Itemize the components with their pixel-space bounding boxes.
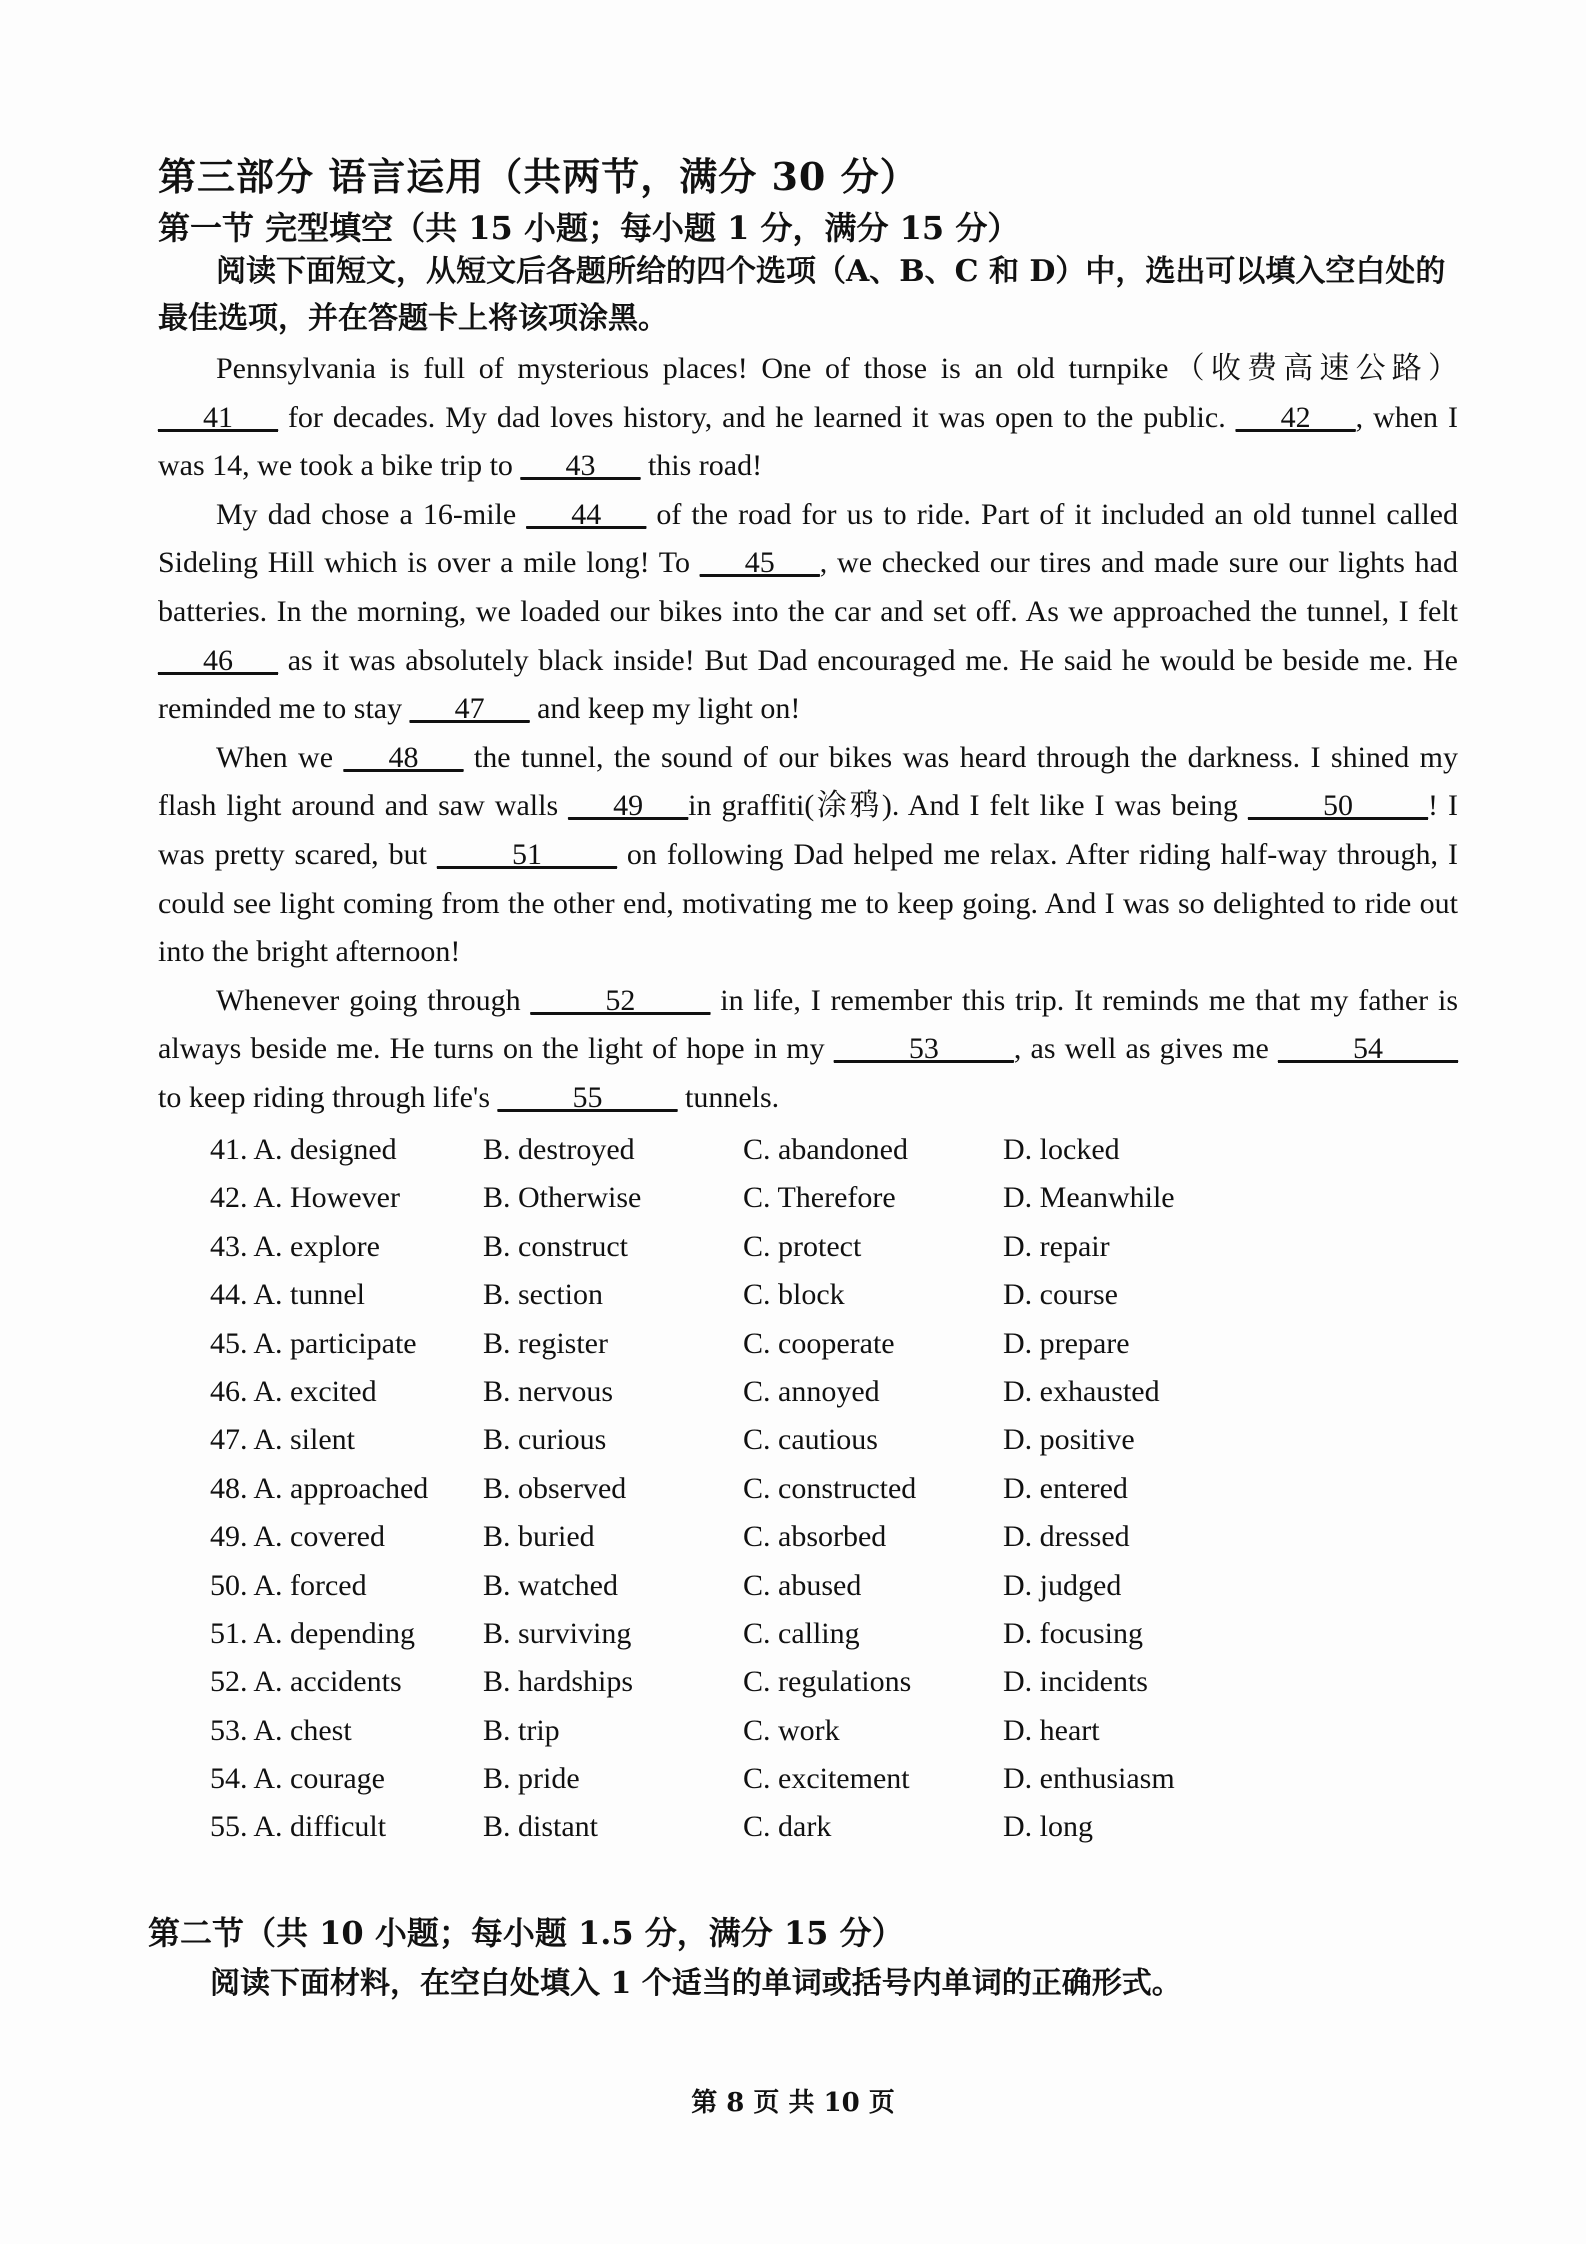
part-heading: 第三部分 语言运用（共两节，满分 30 分） — [158, 154, 919, 199]
option-b: B. pride — [483, 1762, 580, 1796]
blank-46: ___46___ — [158, 643, 278, 677]
option-c: C. work — [743, 1713, 840, 1747]
passage-text: , as well as gives me — [1013, 1032, 1278, 1066]
option-row-48 — [210, 1465, 1410, 1513]
blank-53: _____53_____ — [833, 1032, 1014, 1066]
page-number: 第 8 页 共 10 页 — [691, 2088, 895, 2118]
option-b: B. Otherwise — [483, 1181, 642, 1215]
option-row-43 — [210, 1223, 1410, 1271]
section-two-instructions: 阅读下面材料，在空白处填入 1 个适当的单词或括号内单词的正确形式。 — [210, 1966, 1182, 2001]
option-a: 52. A. accidents — [210, 1665, 402, 1699]
option-row-44 — [210, 1271, 1410, 1319]
option-d: D. locked — [1003, 1133, 1120, 1166]
blank-44: ___44___ — [526, 497, 647, 531]
option-b: B. section — [483, 1278, 603, 1312]
answer-options — [210, 1126, 1410, 1852]
option-row-47 — [210, 1416, 1410, 1464]
passage-text: of the road for us to ride. Part of it included an old tunnel called Sideling Hill which is over a mile long! To — [158, 497, 1459, 580]
passage-text: and keep my light on! — [529, 692, 801, 726]
option-c: C. protect — [743, 1229, 862, 1263]
option-d: D. Meanwhile — [1003, 1181, 1175, 1215]
option-b: B. construct — [483, 1229, 628, 1263]
option-a: 50. A. forced — [210, 1568, 367, 1602]
passage-paragraph-1 — [158, 345, 1458, 491]
blank-45: ___45___ — [699, 546, 820, 580]
option-d: D. heart — [1003, 1713, 1100, 1747]
option-row-50 — [210, 1562, 1410, 1610]
passage-text: ! I was pretty scared, but — [158, 789, 1459, 871]
option-row-45 — [210, 1320, 1410, 1368]
option-d: D. repair — [1003, 1229, 1110, 1263]
option-a: 53. A. chest — [210, 1713, 352, 1747]
option-a: 55. A. difficult — [210, 1810, 387, 1844]
option-a: 42. A. However — [210, 1181, 400, 1215]
passage-text: in graffiti(涂鸦). And I felt like I was being — [688, 789, 1248, 823]
option-row-49 — [210, 1513, 1410, 1561]
blank-43: ___43___ — [520, 449, 641, 483]
option-row-46 — [210, 1368, 1410, 1416]
blank-47: ___47___ — [409, 692, 530, 726]
option-row-55 — [210, 1803, 1410, 1851]
option-row-41 — [210, 1126, 1410, 1174]
passage-text: Pennsylvania is full of mysterious places! One of those is an old turnpike（收费高速公路） — [216, 352, 1458, 385]
passage-text: tunnels. — [677, 1080, 780, 1114]
option-c: C. absorbed — [743, 1520, 887, 1554]
section-one-heading: 第一节 完型填空（共 15 小题；每小题 1 分，满分 15 分） — [158, 209, 1020, 247]
option-d: D. focusing — [1003, 1616, 1143, 1650]
blank-42: ___42___ — [1235, 400, 1356, 434]
option-b: B. hardships — [483, 1665, 633, 1699]
passage-text: , when I was 14, we took a bike trip to — [158, 400, 1458, 483]
option-b: B. watched — [483, 1568, 618, 1602]
option-row-42 — [210, 1174, 1410, 1222]
passage-text: as it was absolutely black inside! But Dad encouraged me. He said he would be beside me. He reminded me to stay — [158, 643, 1458, 726]
option-d: D. incidents — [1003, 1665, 1148, 1699]
option-c: C. cooperate — [743, 1326, 895, 1360]
passage-text: on following Dad helped me relax. After riding half-way through, I could see light coming from the other end, motivating me to keep going. And I was so delighted to ride out into the bright afternoon! — [158, 837, 1458, 969]
option-a: 54. A. courage — [210, 1762, 385, 1796]
option-c: C. abandoned — [743, 1133, 908, 1166]
option-a: 47. A. silent — [210, 1423, 356, 1457]
option-b: B. surviving — [483, 1616, 632, 1650]
passage-text: Whenever going through — [216, 983, 531, 1017]
option-c: C. constructed — [743, 1471, 917, 1505]
option-c: C. block — [743, 1278, 845, 1312]
option-d: D. entered — [1003, 1471, 1128, 1505]
passage-text: for decades. My dad loves history, and he learned it was open to the public. — [278, 400, 1236, 434]
option-c: C. dark — [743, 1810, 832, 1844]
option-row-51 — [210, 1610, 1410, 1658]
option-a: 51. A. depending — [210, 1616, 415, 1650]
option-b: B. buried — [483, 1520, 595, 1554]
blank-48: ___48___ — [343, 740, 464, 774]
passage-text: the tunnel, the sound of our bikes was heard through the darkness. I shined my flash light around and saw walls — [158, 740, 1458, 823]
option-a: 46. A. excited — [210, 1374, 377, 1408]
option-b: B. trip — [483, 1713, 560, 1747]
passage-text: My dad chose a 16-mile — [216, 497, 527, 531]
option-c: C. excitement — [743, 1762, 910, 1796]
option-d: D. prepare — [1003, 1326, 1130, 1360]
passage-text: , we checked our tires and made sure our lights had batteries. In the morning, we loaded our bikes into the car and set off. As we approached the tunnel, I felt — [158, 546, 1458, 628]
option-a: 43. A. explore — [210, 1229, 380, 1263]
option-d: D. judged — [1003, 1568, 1122, 1602]
passage-text: this road! — [640, 449, 763, 483]
option-c: C. annoyed — [743, 1374, 880, 1408]
passage-paragraph-2 — [158, 491, 1458, 734]
option-row-52 — [210, 1658, 1410, 1706]
blank-50: _____50_____ — [1247, 789, 1428, 823]
passage-paragraph-4 — [158, 977, 1458, 1123]
option-a: 41. A. designed — [210, 1133, 397, 1166]
option-d: D. dressed — [1003, 1520, 1130, 1554]
option-d: D. long — [1003, 1810, 1093, 1844]
blank-52: _____52_____ — [530, 983, 711, 1017]
option-a: 44. A. tunnel — [210, 1278, 365, 1312]
passage-text: to keep riding through life's — [158, 1080, 498, 1114]
option-c: C. calling — [743, 1616, 860, 1650]
blank-54: _____54_____ — [1278, 1032, 1458, 1066]
option-d: D. course — [1003, 1278, 1118, 1312]
option-d: D. positive — [1003, 1423, 1135, 1457]
blank-55: _____55_____ — [497, 1080, 678, 1114]
option-b: B. destroyed — [483, 1133, 635, 1166]
option-row-54 — [210, 1755, 1410, 1803]
option-a: 49. A. covered — [210, 1520, 385, 1554]
option-d: D. exhausted — [1003, 1374, 1160, 1408]
section-two-heading: 第二节（共 10 小题；每小题 1.5 分，满分 15 分） — [148, 1914, 904, 1952]
option-c: C. regulations — [743, 1665, 912, 1699]
passage-paragraph-3 — [158, 734, 1458, 977]
option-c: C. cautious — [743, 1423, 878, 1457]
option-c: C. abused — [743, 1568, 862, 1602]
blank-41: ___41___ — [158, 400, 278, 434]
option-d: D. enthusiasm — [1003, 1762, 1175, 1796]
option-b: B. register — [483, 1326, 608, 1360]
option-b: B. observed — [483, 1471, 627, 1505]
option-b: B. curious — [483, 1423, 607, 1457]
blank-49: ___49___ — [568, 789, 689, 823]
option-b: B. distant — [483, 1810, 599, 1844]
section-one-instructions: 阅读下面短文，从短文后各题所给的四个选项（A、B、C 和 D）中，选出可以填入空白处的最佳选项，并在答题卡上将该项涂黑。 — [158, 254, 1446, 336]
option-c: C. Therefore — [743, 1181, 896, 1215]
option-row-53 — [210, 1707, 1410, 1755]
option-a: 48. A. approached — [210, 1471, 429, 1505]
passage-text: in life, I remember this trip. It reminds me that my father is always beside me. He turns on the light of hope in my — [158, 983, 1458, 1066]
passage-text: When we — [216, 740, 344, 774]
option-b: B. nervous — [483, 1374, 613, 1408]
cloze-passage — [158, 345, 1458, 1123]
blank-51: _____51_____ — [436, 837, 617, 871]
option-a: 45. A. participate — [210, 1326, 417, 1360]
